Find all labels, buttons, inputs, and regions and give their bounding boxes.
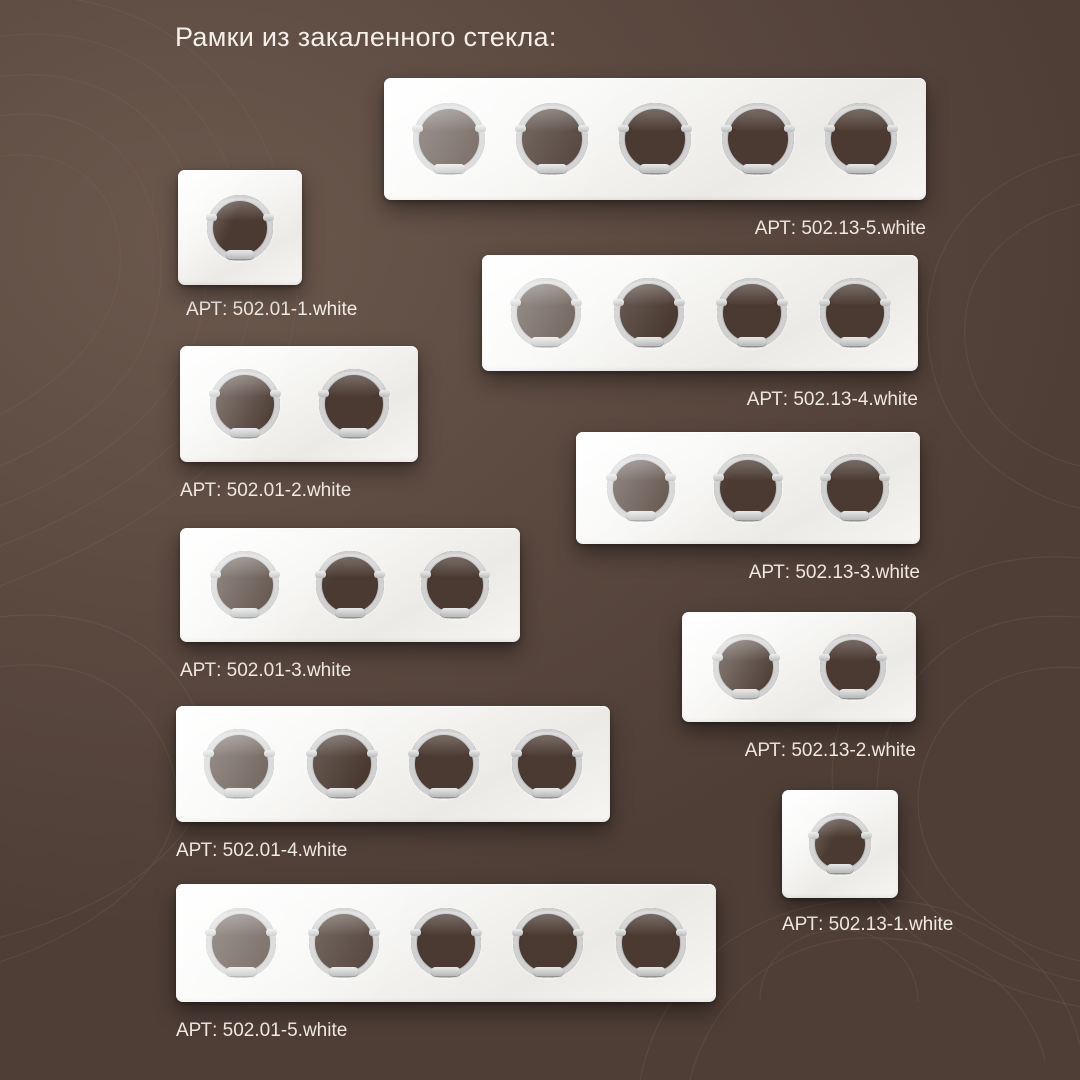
socket-opening bbox=[614, 278, 684, 348]
socket-opening bbox=[619, 103, 691, 175]
frame-body bbox=[180, 528, 520, 642]
socket-opening bbox=[516, 103, 588, 175]
socket-opening bbox=[820, 278, 890, 348]
product-code-label: АРТ: 502.01-3.white bbox=[180, 660, 352, 681]
socket-opening bbox=[511, 278, 581, 348]
product-code-label: АРТ: 502.13-4.white bbox=[746, 389, 918, 410]
product-code-label: АРТ: 502.01-2.white bbox=[180, 480, 352, 501]
socket-opening bbox=[713, 634, 779, 700]
socket-opening bbox=[319, 369, 389, 439]
product-code-label: АРТ: 502.01-5.white bbox=[176, 1020, 348, 1041]
product-502-13-3[interactable] bbox=[576, 432, 920, 584]
socket-opening bbox=[210, 369, 280, 439]
product-502-13-1[interactable] bbox=[782, 790, 953, 936]
frame-body bbox=[176, 706, 610, 822]
frame-body bbox=[576, 432, 920, 544]
socket-opening bbox=[607, 454, 675, 522]
socket-opening bbox=[409, 729, 479, 799]
socket-opening bbox=[307, 729, 377, 799]
product-code-label: АРТ: 502.01-1.white bbox=[186, 299, 358, 320]
product-502-13-5[interactable] bbox=[384, 78, 926, 240]
product-502-01-3[interactable] bbox=[180, 528, 520, 682]
product-code-label: АРТ: 502.13-1.white bbox=[782, 914, 954, 935]
frame-body bbox=[682, 612, 916, 722]
product-502-01-2[interactable] bbox=[180, 346, 418, 502]
socket-opening bbox=[309, 908, 379, 978]
socket-opening bbox=[211, 551, 279, 619]
frame-body bbox=[180, 346, 418, 462]
socket-opening bbox=[316, 551, 384, 619]
product-502-01-1[interactable] bbox=[178, 170, 357, 321]
frame-body bbox=[176, 884, 716, 1002]
socket-opening bbox=[820, 634, 886, 700]
frame-body bbox=[384, 78, 926, 200]
socket-opening bbox=[411, 908, 481, 978]
product-code-label: АРТ: 502.13-2.white bbox=[744, 740, 916, 761]
socket-opening bbox=[207, 195, 273, 261]
socket-opening bbox=[512, 729, 582, 799]
socket-opening bbox=[513, 908, 583, 978]
socket-opening bbox=[206, 908, 276, 978]
socket-opening bbox=[717, 278, 787, 348]
socket-opening bbox=[809, 813, 871, 875]
product-code-label: АРТ: 502.01-4.white bbox=[176, 840, 348, 861]
product-code-label: АРТ: 502.13-5.white bbox=[754, 218, 926, 239]
frame-body bbox=[782, 790, 898, 898]
frame-body bbox=[178, 170, 302, 285]
socket-opening bbox=[714, 454, 782, 522]
socket-opening bbox=[821, 454, 889, 522]
product-502-13-2[interactable] bbox=[682, 612, 916, 762]
socket-opening bbox=[616, 908, 686, 978]
product-502-01-4[interactable] bbox=[176, 706, 610, 862]
socket-opening bbox=[421, 551, 489, 619]
page-title: Рамки из закаленного стекла: bbox=[175, 22, 557, 52]
frame-body bbox=[482, 255, 918, 371]
socket-opening bbox=[204, 729, 274, 799]
socket-opening bbox=[413, 103, 485, 175]
product-code-label: АРТ: 502.13-3.white bbox=[748, 562, 920, 583]
socket-opening bbox=[722, 103, 794, 175]
product-502-13-4[interactable] bbox=[482, 255, 918, 411]
product-502-01-5[interactable] bbox=[176, 884, 716, 1042]
socket-opening bbox=[825, 103, 897, 175]
